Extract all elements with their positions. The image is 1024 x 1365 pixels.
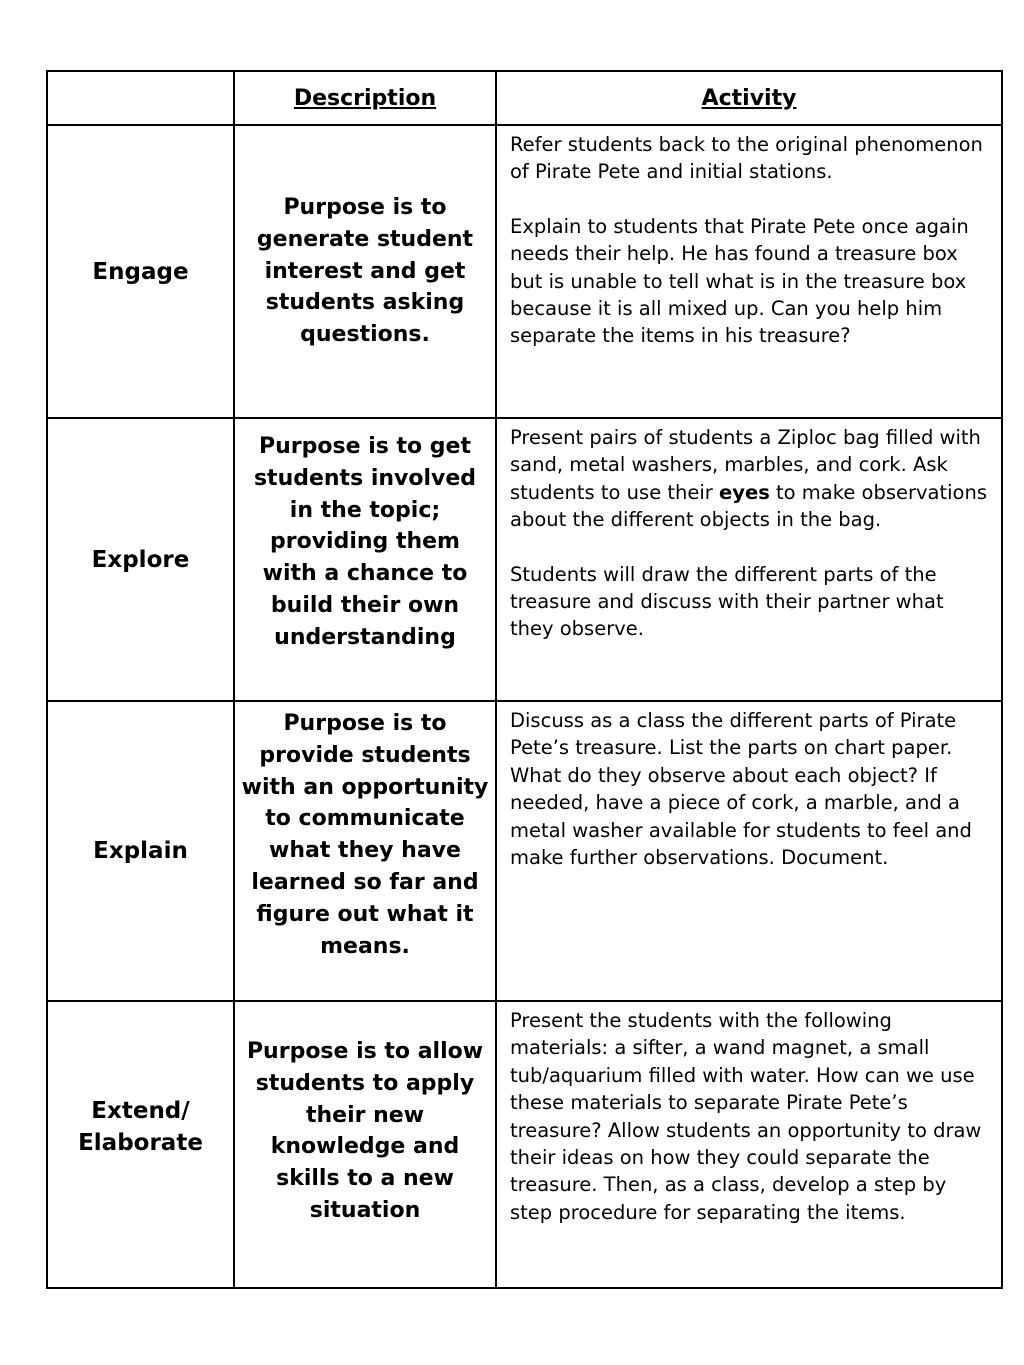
emphasis-text: eyes [719, 480, 770, 504]
activity-header: Activity [496, 71, 1002, 125]
activity-cell [496, 418, 1002, 701]
table-row-explain [47, 701, 1002, 1001]
phase-label: Engage [47, 125, 234, 418]
activity-cell [496, 125, 1002, 418]
activity-paragraph: Explain to students that Pirate Pete once again needs their help. He has found a treasure box but is unable to tell what is in the treasure box because it is all mixed up. Can you help him separate the items in his treasure? [510, 214, 969, 348]
table-row-engage [47, 125, 1002, 418]
phase-label: Explore [47, 418, 234, 701]
activity-paragraph: Discuss as a class the different parts of Pirate Pete’s treasure. List the parts on chart paper. What do they observe about each object? If needed, have a piece of cork, a marble, and a metal washer available for students to feel and make further observations. Document. [510, 709, 972, 870]
description-header: Description [234, 71, 496, 125]
activity-paragraph: Present the students with the following materials: a sifter, a wand magnet, a small tub/aquarium filled with water. How can we use these materials to separate Pirate Pete’s treasure? Allow students an opportunity to draw their ideas on how they could separate the treasure. Then, as a class, develop a step by step procedure for separating the items. [510, 1009, 982, 1224]
lesson-table [46, 70, 1003, 1289]
header-row [47, 71, 1002, 125]
activity-cell [496, 1001, 1002, 1288]
description-cell: Purpose is to generate student interest and get students asking questions. [234, 125, 496, 418]
table-row-explore [47, 418, 1002, 701]
description-cell: Purpose is to provide students with an opportunity to communicate what they have learned so far and figure out what it means. [234, 701, 496, 1001]
activity-paragraph: Refer students back to the original phenomenon of Pirate Pete and initial stations. [510, 133, 983, 184]
phase-header-cell [47, 71, 234, 125]
activity-text: Present pairs of students a Ziploc bag filled with sand, metal washers, marbles, and cork. Ask students to use their [510, 426, 981, 504]
description-cell: Purpose is to get students involved in the topic; providing them with a chance to build their own understanding [234, 418, 496, 701]
activity-cell [496, 701, 1002, 1001]
activity-paragraph: Students will draw the different parts of the treasure and discuss with their partner what they observe. [510, 562, 944, 641]
description-cell: Purpose is to allow students to apply their new knowledge and skills to a new situation [234, 1001, 496, 1288]
table-row-extend [47, 1001, 1002, 1288]
activity-paragraph [510, 424, 991, 534]
activity-text: to make observations about the different objects in the bag. [510, 480, 988, 532]
phase-label: Extend/ Elaborate [47, 1001, 234, 1288]
phase-label: Explain [47, 701, 234, 1001]
